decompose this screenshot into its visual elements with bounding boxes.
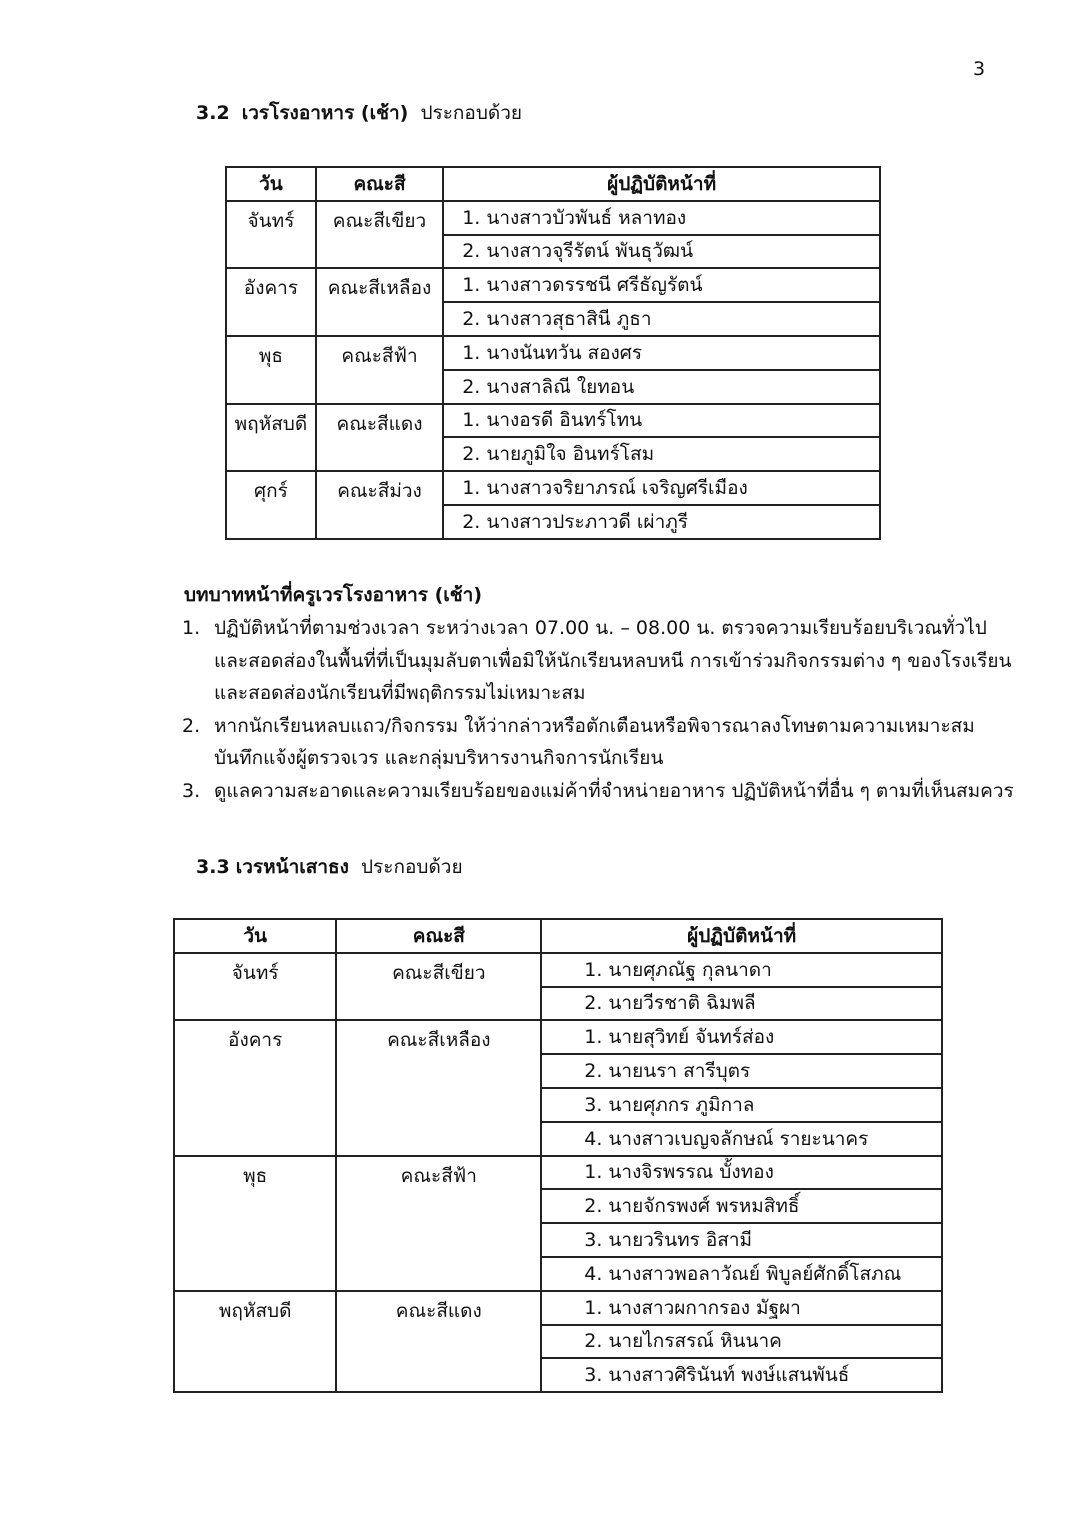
color-team-cell: คณะสีเขียว (336, 953, 541, 1021)
table-row (226, 201, 880, 235)
role-item-line: และสอดส่องในพื้นที่ที่เป็นมุมลับตาเพื่อมิให้นักเรียนหลบหนี การเข้าร่วมกิจกรรมต่าง ๆ ของโรงเรียน (214, 649, 1012, 672)
header-color: คณะสี (336, 919, 541, 953)
table-row (174, 1291, 942, 1325)
header-staff: ผู้ปฏิบัติหน้าที่ (443, 167, 880, 201)
table-row (174, 1020, 942, 1054)
role-item-line: และสอดส่องนักเรียนที่มีพฤติกรรมไม่เหมาะสม (214, 682, 586, 704)
color-team-cell: คณะสีแดง (316, 404, 443, 472)
table-row (226, 336, 880, 370)
section-3-2-heading (196, 98, 522, 128)
flagpole-duty-body (174, 953, 942, 1392)
day-cell: พฤหัสบดี (174, 1291, 336, 1392)
staff-cell: 2. นายไกรสรณ์ หินนาค (541, 1325, 942, 1359)
day-cell: อังคาร (226, 268, 316, 336)
staff-cell: 2. นางสาวสุธาสินี ภูธา (443, 302, 880, 336)
role-item-line: ปฏิบัติหน้าที่ตามช่วงเวลา ระหว่างเวลา 07.00 น. – 08.00 น. ตรวจความเรียบร้อยบริเวณทั่วไป (214, 617, 987, 639)
role-item-marker: 3. (182, 779, 201, 802)
day-cell: พุธ (226, 336, 316, 404)
roles-heading: บทบาทหน้าที่ครูเวรโรงอาหาร (เช้า) (184, 584, 483, 606)
canteen-duty-body (226, 201, 880, 539)
staff-cell: 2. นางสาวจุรีรัตน์ พันธุวัฒน์ (443, 235, 880, 269)
staff-cell: 4. นางสาวเบญจลักษณ์ รายะนาคร (541, 1122, 942, 1156)
section-3-2-suffix: ประกอบด้วย (420, 102, 523, 124)
table-row (226, 404, 880, 438)
staff-cell: 1. นางสาวบัวพันธ์ หลาทอง (443, 201, 880, 235)
day-cell: จันทร์ (174, 953, 336, 1021)
section-3-3-title: เวรหน้าเสาธง (235, 856, 349, 878)
day-cell: ศุกร์ (226, 471, 316, 539)
day-cell: พฤหัสบดี (226, 404, 316, 472)
day-cell: จันทร์ (226, 201, 316, 269)
staff-cell: 1. นางสาวจริยาภรณ์ เจริญศรีเมือง (443, 471, 880, 505)
color-team-cell: คณะสีฟ้า (336, 1156, 541, 1291)
staff-cell: 2. นายนรา สารีบุตร (541, 1054, 942, 1088)
header-staff: ผู้ปฏิบัติหน้าที่ (541, 919, 942, 953)
header-day: วัน (226, 167, 316, 201)
role-item-line: หากนักเรียนหลบแถว/กิจกรรม ให้ว่ากล่าวหรือตักเตือนหรือพิจารณาลงโทษตามความเหมาะสม (214, 714, 975, 737)
staff-cell: 3. นางสาวศิรินันท์ พงษ์แสนพันธ์ (541, 1358, 942, 1392)
staff-cell: 2. นายภูมิใจ อินทร์โสม (443, 437, 880, 471)
section-3-3-number: 3.3 (196, 856, 230, 878)
section-3-2-title: เวรโรงอาหาร (เช้า) (241, 102, 409, 124)
table-header-row (226, 167, 880, 201)
section-3-3-heading (196, 852, 463, 882)
day-cell: อังคาร (174, 1020, 336, 1155)
staff-cell: 1. นางจิรพรรณ บั้งทอง (541, 1156, 942, 1190)
staff-cell: 1. นางนันทวัน สองศร (443, 336, 880, 370)
color-team-cell: คณะสีฟ้า (316, 336, 443, 404)
role-item-marker: 2. (182, 714, 201, 737)
staff-cell: 2. นายจักรพงศ์ พรหมสิทธิ์ (541, 1189, 942, 1223)
table-row (174, 953, 942, 987)
section-3-2-number: 3.2 (196, 102, 230, 124)
staff-cell: 1. นายศุภณัฐ กุลนาดา (541, 953, 942, 987)
staff-cell: 1. นางสาวผกากรอง มัฐผา (541, 1291, 942, 1325)
header-day: วัน (174, 919, 336, 953)
role-item (182, 612, 1012, 710)
table-header-row (174, 919, 942, 953)
table-row (226, 471, 880, 505)
table-row (174, 1156, 942, 1190)
staff-cell: 2. นางสาวประภาวดี เผ่าภูรี (443, 505, 880, 539)
color-team-cell: คณะสีม่วง (316, 471, 443, 539)
page-number: 3 (973, 58, 986, 80)
canteen-duty-table (225, 166, 881, 540)
staff-cell: 1. นางสาวดรรชนี ศรีธัญรัตน์ (443, 268, 880, 302)
color-team-cell: คณะสีเหลือง (336, 1020, 541, 1155)
role-item (182, 775, 1014, 808)
table-row (226, 268, 880, 302)
header-color: คณะสี (316, 167, 443, 201)
staff-cell: 3. นายวรินทร อิสามี (541, 1223, 942, 1257)
roles-list (182, 612, 1014, 807)
day-cell: พุธ (174, 1156, 336, 1291)
role-item (182, 710, 988, 775)
role-item-line: ดูแลความสะอาดและความเรียบร้อยของแม่ค้าที่จำหน่ายอาหาร ปฏิบัติหน้าที่อื่น ๆ ตามที่เห็นสมควร (214, 779, 1014, 802)
section-3-3-suffix: ประกอบด้วย (361, 856, 463, 878)
role-item-line: บันทึกแจ้งผู้ตรวจเวร และกลุ่มบริหารงานกิจการนักเรียน (214, 747, 664, 769)
staff-cell: 2. นายวีรชาติ ฉิมพลี (541, 987, 942, 1021)
flagpole-duty-table (173, 918, 943, 1393)
staff-cell: 3. นายศุภกร ภูมิกาล (541, 1088, 942, 1122)
staff-cell: 4. นางสาวพอลาวัณย์ พิบูลย์ศักดิ์โสภณ (541, 1257, 942, 1291)
color-team-cell: คณะสีแดง (336, 1291, 541, 1392)
staff-cell: 1. นายสุวิทย์ จันทร์ส่อง (541, 1020, 942, 1054)
staff-cell: 2. นางสาลิณี ใยทอน (443, 370, 880, 404)
color-team-cell: คณะสีเหลือง (316, 268, 443, 336)
staff-cell: 1. นางอรดี อินทร์โทน (443, 404, 880, 438)
color-team-cell: คณะสีเขียว (316, 201, 443, 269)
role-item-marker: 1. (182, 617, 201, 639)
